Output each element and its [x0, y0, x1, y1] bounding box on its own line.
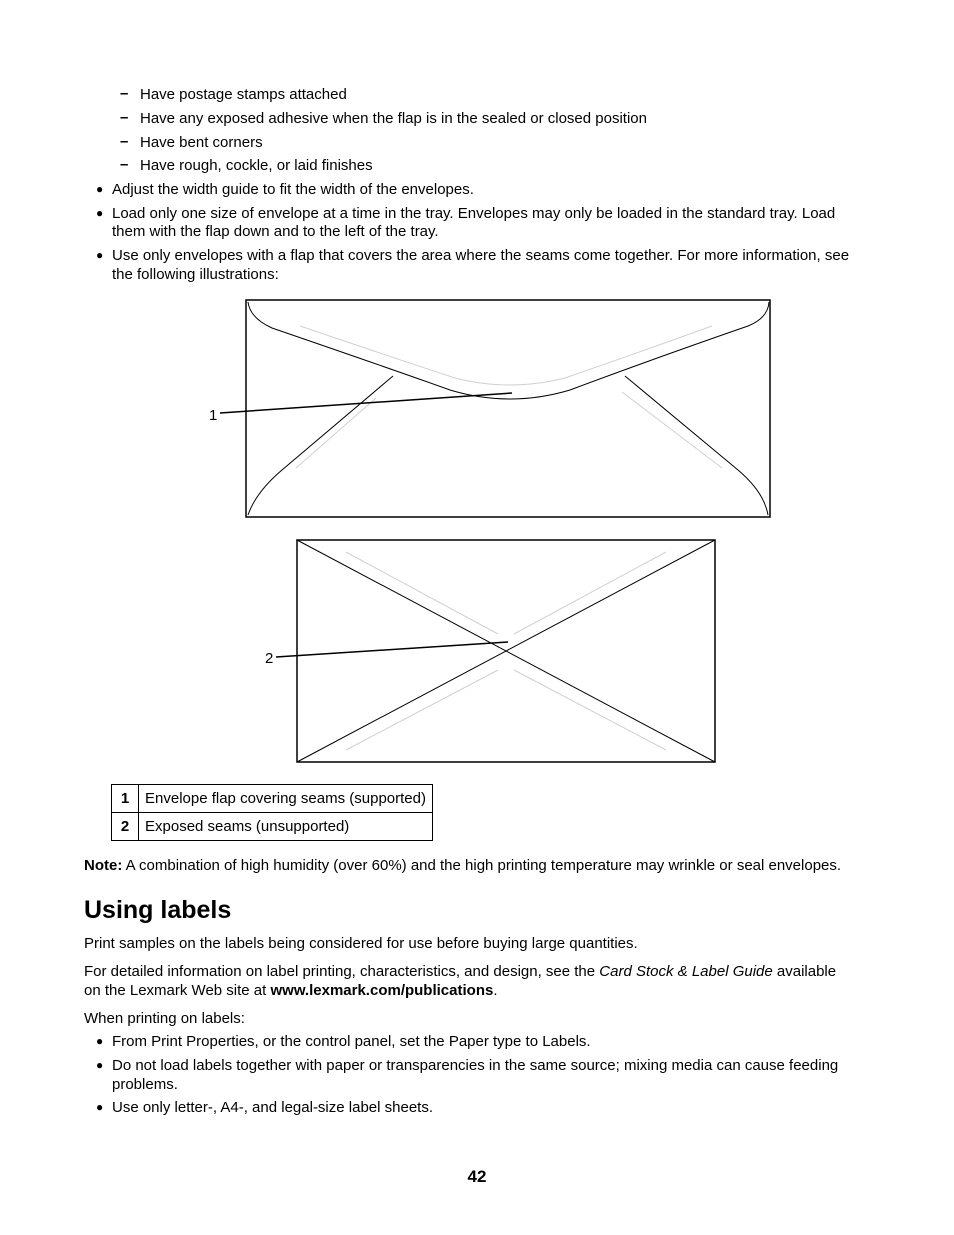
envelope-flap-covering-seams — [209, 300, 770, 517]
bullet-label-sizes: Use only letter-, A4-, and legal-size label sheets. — [112, 1099, 433, 1116]
dash-marker: – — [120, 133, 129, 150]
text-span: For detailed information on label printing, characteristics, and design, see the — [84, 963, 600, 980]
note-text: A combination of high humidity (over 60%) and the high printing temperature may wrinkle or seal envelopes. — [122, 857, 842, 874]
bullet-no-mixing-line1: Do not load labels together with paper or transparencies in the same source; mixing media can cause feeding — [112, 1057, 839, 1074]
sub-item: Have bent corners — [140, 134, 263, 151]
bullet-marker: ● — [96, 248, 104, 262]
dash-marker: – — [120, 109, 129, 126]
sub-item: Have any exposed adhesive when the flap is in the sealed or closed position — [140, 110, 647, 127]
note-label: Note: — [84, 857, 123, 874]
dash-marker: – — [120, 85, 129, 102]
bullet-marker: ● — [96, 1034, 104, 1048]
bullet-marker: ● — [96, 182, 104, 196]
bullet-marker: ● — [96, 1100, 104, 1114]
legend-number: 2 — [112, 813, 139, 841]
publications-link[interactable]: www.lexmark.com/publications — [270, 982, 494, 999]
legend-number: 1 — [112, 785, 139, 813]
bullet-marker: ● — [96, 206, 104, 220]
text-span: on the Lexmark Web site at — [84, 982, 271, 999]
bullet-no-mixing-line2: problems. — [112, 1076, 178, 1093]
bullet-one-size-line2: them with the flap down and to the left of the tray. — [112, 223, 439, 240]
callout-1: 1 — [209, 407, 218, 424]
bullet-width-guide: Adjust the width guide to fit the width of the envelopes. — [112, 181, 474, 198]
text-span: available — [772, 963, 837, 980]
bullet-one-size-line1: Load only one size of envelope at a time in the tray. Envelopes may only be loaded in the standard tray. Load — [112, 205, 836, 222]
guide-title: Card Stock & Label Guide — [599, 963, 773, 980]
legend-text: Exposed seams (unsupported) — [139, 813, 433, 841]
table-row — [112, 785, 433, 813]
paragraph-line — [84, 962, 836, 981]
sub-item: Have postage stamps attached — [140, 86, 347, 103]
legend-table — [111, 784, 433, 841]
paragraph: When printing on labels: — [84, 1010, 245, 1027]
text-span: . — [493, 982, 498, 999]
callout-2: 2 — [265, 650, 274, 667]
legend-text: Envelope flap covering seams (supported) — [139, 785, 433, 813]
table-row — [112, 813, 433, 841]
section-heading: Using labels — [84, 896, 232, 924]
bullet-flap-line2: the following illustrations: — [112, 266, 279, 283]
sub-item: Have rough, cockle, or laid finishes — [140, 157, 373, 174]
bullet-print-properties: From Print Properties, or the control panel, set the Paper type to Labels. — [112, 1033, 591, 1050]
paragraph-line — [84, 981, 498, 1000]
bullet-marker: ● — [96, 1058, 104, 1072]
bullet-flap-line1: Use only envelopes with a flap that covers the area where the seams come together. For more information, see — [112, 247, 850, 264]
page-number: 42 — [467, 1167, 487, 1186]
envelope-exposed-seams — [265, 540, 715, 762]
dash-marker: – — [120, 156, 129, 173]
paragraph: Print samples on the labels being considered for use before buying large quantities. — [84, 935, 638, 952]
note — [84, 856, 841, 875]
